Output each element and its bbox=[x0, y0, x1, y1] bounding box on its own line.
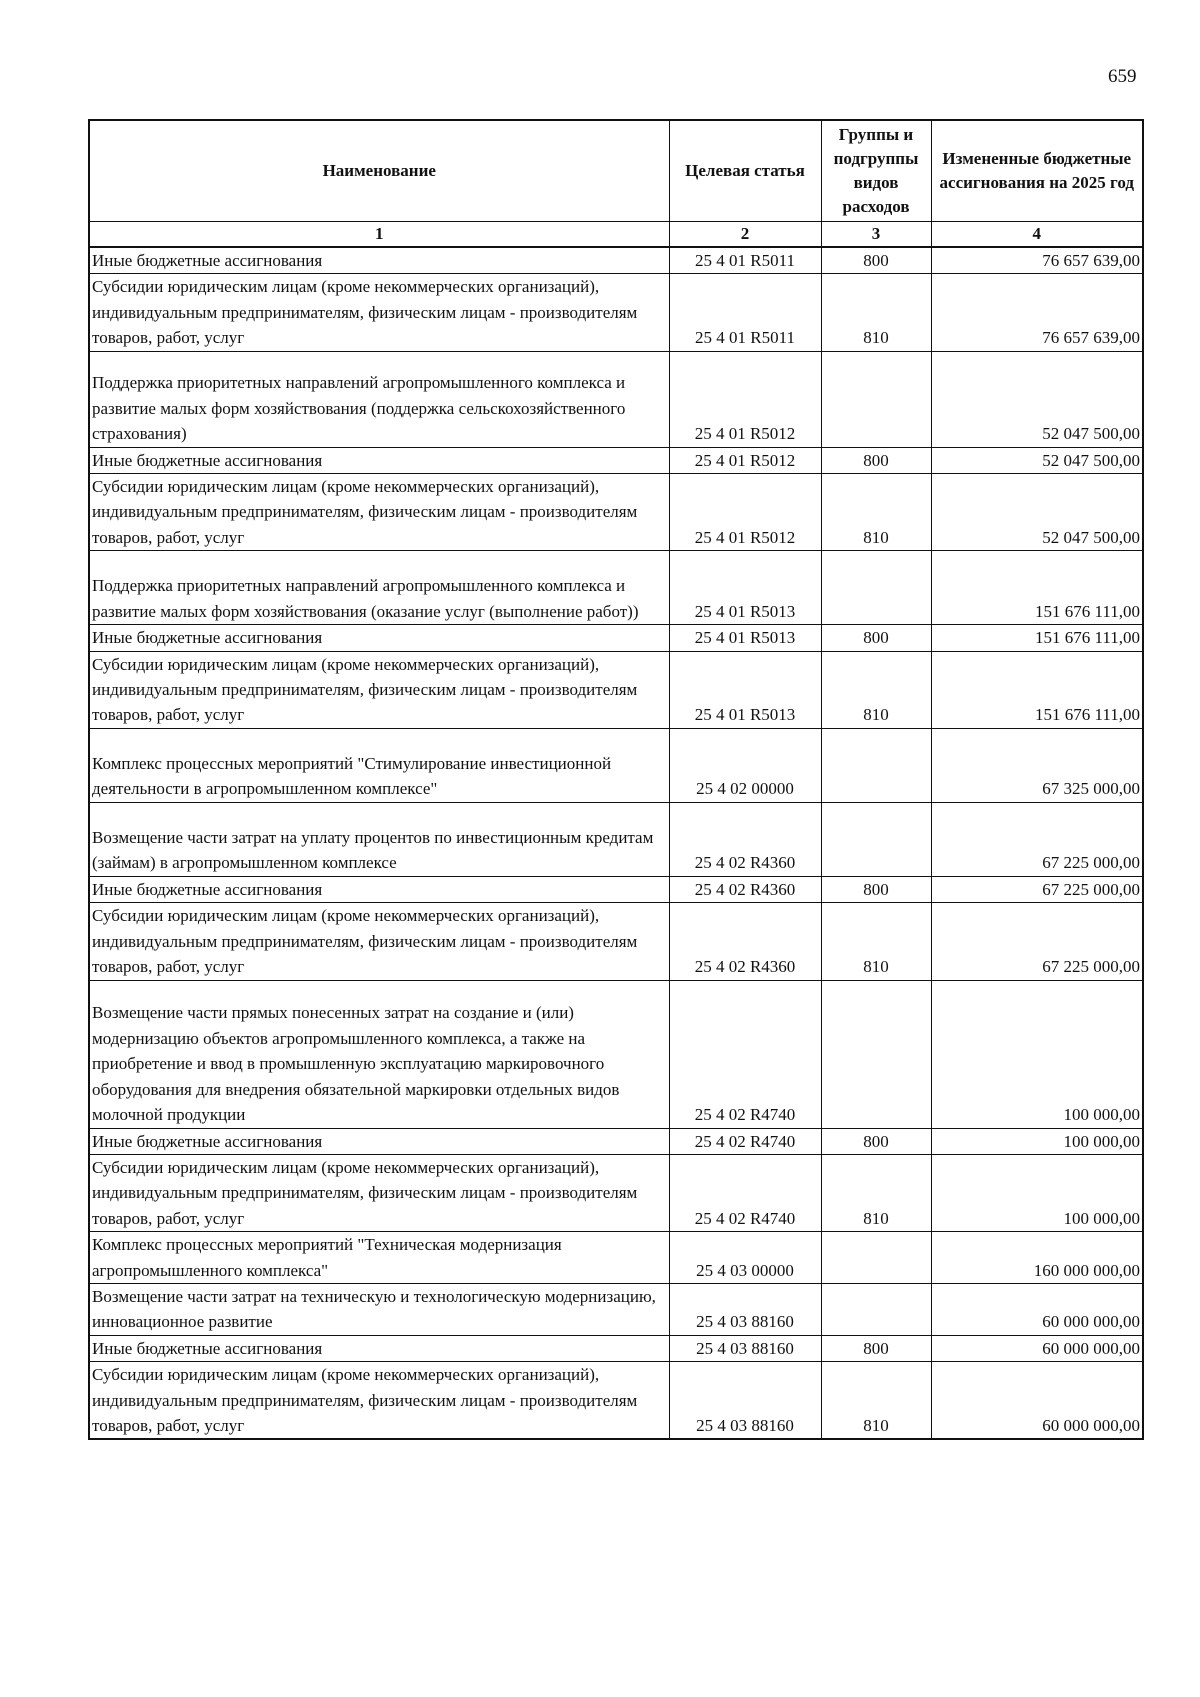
row-amount: 52 047 500,00 bbox=[931, 447, 1143, 473]
table-row bbox=[89, 802, 1143, 876]
row-name: Иные бюджетные ассигнования bbox=[89, 447, 669, 473]
row-expense-group: 800 bbox=[821, 447, 931, 473]
row-name: Иные бюджетные ассигнования bbox=[89, 1128, 669, 1154]
column-number-row bbox=[89, 222, 1143, 248]
header-name: Наименование bbox=[89, 120, 669, 222]
row-amount: 67 225 000,00 bbox=[931, 802, 1143, 876]
row-amount: 60 000 000,00 bbox=[931, 1283, 1143, 1335]
row-amount: 151 676 111,00 bbox=[931, 625, 1143, 651]
table-row bbox=[89, 728, 1143, 802]
row-amount: 100 000,00 bbox=[931, 1128, 1143, 1154]
table-row bbox=[89, 876, 1143, 902]
row-name: Субсидии юридическим лицам (кроме некоммерческих организаций), индивидуальным предпринимателям, физическим лицам - производителям товаров, работ, услуг bbox=[89, 651, 669, 728]
row-amount: 52 047 500,00 bbox=[931, 474, 1143, 551]
row-target-article: 25 4 01 R5011 bbox=[669, 247, 821, 274]
row-target-article: 25 4 01 R5013 bbox=[669, 651, 821, 728]
row-name: Возмещение части прямых понесенных затрат на создание и (или) модернизацию объектов агропромышленного комплекса, а также на приобретение и ввод в промышленную эксплуатацию маркировочного оборудования для внедрения обязательной маркировки отдельных видов молочной продукции bbox=[89, 980, 669, 1128]
row-target-article: 25 4 01 R5012 bbox=[669, 447, 821, 473]
budget-table bbox=[88, 119, 1144, 1440]
table-body bbox=[89, 247, 1143, 1439]
row-amount: 151 676 111,00 bbox=[931, 651, 1143, 728]
column-number: 1 bbox=[89, 222, 669, 248]
page-number: 659 bbox=[1108, 66, 1137, 87]
row-amount: 67 225 000,00 bbox=[931, 903, 1143, 980]
table-row bbox=[89, 651, 1143, 728]
row-expense-group: 810 bbox=[821, 474, 931, 551]
row-expense-group: 810 bbox=[821, 1362, 931, 1440]
header-group: Группы и подгруппы видов расходов bbox=[821, 120, 931, 222]
row-expense-group: 810 bbox=[821, 274, 931, 351]
row-name: Комплекс процессных мероприятий "Техническая модернизация агропромышленного комплекса" bbox=[89, 1232, 669, 1284]
table-row bbox=[89, 1362, 1143, 1440]
row-amount: 76 657 639,00 bbox=[931, 247, 1143, 274]
row-name: Субсидии юридическим лицам (кроме некоммерческих организаций), индивидуальным предпринимателям, физическим лицам - производителям товаров, работ, услуг bbox=[89, 274, 669, 351]
row-expense-group: 800 bbox=[821, 1128, 931, 1154]
row-amount: 60 000 000,00 bbox=[931, 1335, 1143, 1361]
row-name: Комплекс процессных мероприятий "Стимулирование инвестиционной деятельности в агропромышленном комплексе" bbox=[89, 728, 669, 802]
row-amount: 151 676 111,00 bbox=[931, 551, 1143, 625]
row-amount: 76 657 639,00 bbox=[931, 274, 1143, 351]
row-name: Возмещение части затрат на уплату процентов по инвестиционным кредитам (займам) в агропромышленном комплексе bbox=[89, 802, 669, 876]
row-name: Иные бюджетные ассигнования bbox=[89, 625, 669, 651]
row-expense-group bbox=[821, 728, 931, 802]
row-expense-group: 810 bbox=[821, 903, 931, 980]
table-header-row bbox=[89, 120, 1143, 222]
column-number: 3 bbox=[821, 222, 931, 248]
row-target-article: 25 4 02 00000 bbox=[669, 728, 821, 802]
row-amount: 52 047 500,00 bbox=[931, 351, 1143, 447]
row-target-article: 25 4 02 R4740 bbox=[669, 1154, 821, 1231]
row-amount: 60 000 000,00 bbox=[931, 1362, 1143, 1440]
table-row bbox=[89, 625, 1143, 651]
header-amount: Измененные бюджетные ассигнования на 2025 год bbox=[931, 120, 1143, 222]
column-number: 2 bbox=[669, 222, 821, 248]
row-name: Субсидии юридическим лицам (кроме некоммерческих организаций), индивидуальным предпринимателям, физическим лицам - производителям товаров, работ, услуг bbox=[89, 474, 669, 551]
table-row bbox=[89, 447, 1143, 473]
table-row bbox=[89, 1154, 1143, 1231]
row-target-article: 25 4 01 R5012 bbox=[669, 474, 821, 551]
table-row bbox=[89, 474, 1143, 551]
row-target-article: 25 4 02 R4360 bbox=[669, 802, 821, 876]
row-target-article: 25 4 03 88160 bbox=[669, 1362, 821, 1440]
table-row bbox=[89, 1283, 1143, 1335]
row-amount: 160 000 000,00 bbox=[931, 1232, 1143, 1284]
row-name: Субсидии юридическим лицам (кроме некоммерческих организаций), индивидуальным предпринимателям, физическим лицам - производителям товаров, работ, услуг bbox=[89, 1362, 669, 1440]
table-row bbox=[89, 351, 1143, 447]
table-row bbox=[89, 247, 1143, 274]
column-number: 4 bbox=[931, 222, 1143, 248]
row-target-article: 25 4 02 R4360 bbox=[669, 876, 821, 902]
row-target-article: 25 4 01 R5012 bbox=[669, 351, 821, 447]
row-target-article: 25 4 02 R4360 bbox=[669, 903, 821, 980]
row-amount: 100 000,00 bbox=[931, 1154, 1143, 1231]
row-expense-group: 800 bbox=[821, 625, 931, 651]
row-name: Поддержка приоритетных направлений агропромышленного комплекса и развитие малых форм хозяйствования (поддержка сельскохозяйственного страхования) bbox=[89, 351, 669, 447]
row-name: Возмещение части затрат на техническую и технологическую модернизацию, инновационное развитие bbox=[89, 1283, 669, 1335]
row-name: Субсидии юридическим лицам (кроме некоммерческих организаций), индивидуальным предпринимателям, физическим лицам - производителям товаров, работ, услуг bbox=[89, 903, 669, 980]
table-row bbox=[89, 1335, 1143, 1361]
row-name: Иные бюджетные ассигнования bbox=[89, 876, 669, 902]
row-target-article: 25 4 01 R5013 bbox=[669, 551, 821, 625]
row-expense-group bbox=[821, 551, 931, 625]
row-expense-group bbox=[821, 802, 931, 876]
row-amount: 67 225 000,00 bbox=[931, 876, 1143, 902]
row-name: Иные бюджетные ассигнования bbox=[89, 1335, 669, 1361]
row-target-article: 25 4 03 88160 bbox=[669, 1283, 821, 1335]
row-expense-group: 800 bbox=[821, 876, 931, 902]
row-name: Иные бюджетные ассигнования bbox=[89, 247, 669, 274]
row-name: Субсидии юридическим лицам (кроме некоммерческих организаций), индивидуальным предпринимателям, физическим лицам - производителям товаров, работ, услуг bbox=[89, 1154, 669, 1231]
row-expense-group: 800 bbox=[821, 247, 931, 274]
row-amount: 67 325 000,00 bbox=[931, 728, 1143, 802]
row-target-article: 25 4 01 R5013 bbox=[669, 625, 821, 651]
table-row bbox=[89, 274, 1143, 351]
row-name: Поддержка приоритетных направлений агропромышленного комплекса и развитие малых форм хозяйствования (оказание услуг (выполнение работ)) bbox=[89, 551, 669, 625]
table-row bbox=[89, 551, 1143, 625]
row-expense-group bbox=[821, 351, 931, 447]
row-expense-group bbox=[821, 980, 931, 1128]
table-row bbox=[89, 1128, 1143, 1154]
row-target-article: 25 4 02 R4740 bbox=[669, 980, 821, 1128]
row-expense-group: 810 bbox=[821, 1154, 931, 1231]
row-target-article: 25 4 03 00000 bbox=[669, 1232, 821, 1284]
row-target-article: 25 4 03 88160 bbox=[669, 1335, 821, 1361]
row-expense-group: 810 bbox=[821, 651, 931, 728]
table-row bbox=[89, 1232, 1143, 1284]
row-expense-group bbox=[821, 1232, 931, 1284]
table-row bbox=[89, 980, 1143, 1128]
table-row bbox=[89, 903, 1143, 980]
row-target-article: 25 4 01 R5011 bbox=[669, 274, 821, 351]
row-expense-group: 800 bbox=[821, 1335, 931, 1361]
row-amount: 100 000,00 bbox=[931, 980, 1143, 1128]
header-code: Целевая статья bbox=[669, 120, 821, 222]
row-expense-group bbox=[821, 1283, 931, 1335]
row-target-article: 25 4 02 R4740 bbox=[669, 1128, 821, 1154]
